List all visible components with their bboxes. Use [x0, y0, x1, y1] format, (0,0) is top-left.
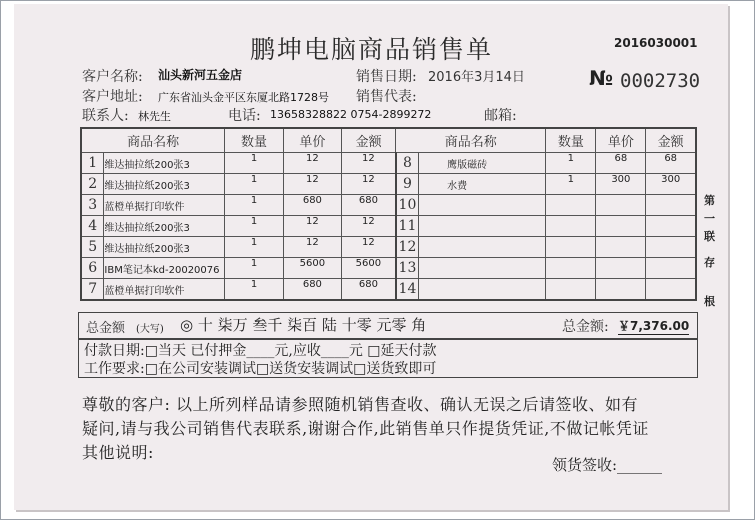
contact-value: 林先生: [138, 110, 171, 123]
notice-line-1: 尊敬的客户: 以上所列样品请参照随机销售查收、确认无误之后请签收、如有: [82, 395, 638, 414]
item-price: 12: [283, 153, 341, 174]
item-name: [419, 237, 546, 258]
customer-name-label: 客户名称:: [82, 69, 143, 85]
col-header-amount-right: 金额: [646, 128, 696, 153]
number-symbol: №: [589, 66, 614, 90]
copy-label-1: 第: [704, 194, 715, 207]
sales-rep-label: 销售代表:: [356, 89, 417, 105]
item-qty: [546, 195, 596, 216]
receipt-number: 0002730: [620, 70, 701, 92]
phone-label: 电话:: [228, 108, 261, 124]
other-notes-label: 其他说明:: [82, 443, 154, 462]
copy-label-2: 一: [704, 212, 715, 225]
item-name: [419, 216, 546, 237]
item-price: 300: [596, 174, 646, 195]
item-qty: 1: [225, 216, 283, 237]
item-name: [419, 258, 546, 279]
col-header-price-left: 单价: [283, 128, 341, 153]
total-uppercase-label: 总金额: [86, 321, 126, 336]
row-number: 11: [396, 216, 419, 237]
row-number: 6: [81, 258, 104, 279]
row-number: 14: [396, 279, 419, 301]
row-number: 10: [396, 195, 419, 216]
row-number: 1: [81, 153, 104, 174]
col-header-qty-left: 数量: [225, 128, 283, 153]
item-amount: [646, 237, 696, 258]
serial-number: 2016030001: [614, 36, 698, 50]
copy-label-4: 存: [704, 256, 715, 269]
item-price: [596, 258, 646, 279]
items-table: [80, 127, 697, 301]
item-qty: 1: [225, 153, 283, 174]
item-price: 12: [283, 216, 341, 237]
item-name: 维达抽拉纸200张3: [104, 216, 225, 237]
sale-date-value: 2016年3月14日: [428, 70, 525, 85]
copy-label-5: 根: [704, 295, 715, 308]
col-header-price-right: 单价: [596, 128, 646, 153]
customer-address-label: 客户地址:: [82, 89, 143, 105]
row-number: 5: [81, 237, 104, 258]
sale-date-label: 销售日期:: [356, 69, 417, 85]
row-number: 8: [396, 153, 419, 174]
item-name: 蓝橙单据打印软件: [104, 195, 225, 216]
table-row: [81, 195, 696, 216]
item-qty: [546, 216, 596, 237]
customer-address-value: 广东省汕头金平区东厦北路1728号: [158, 91, 329, 104]
total-uppercase-hint: (大写): [136, 324, 164, 335]
item-price: 68: [596, 153, 646, 174]
col-header-name-right: 商品名称: [396, 128, 546, 153]
item-amount: [646, 216, 696, 237]
item-qty: 1: [225, 258, 283, 279]
row-number: 9: [396, 174, 419, 195]
total-value: ￥7,376.00: [618, 319, 690, 333]
item-name: 水费: [419, 174, 546, 195]
table-row: [81, 153, 696, 174]
item-qty: 1: [225, 174, 283, 195]
item-amount: 12: [342, 216, 396, 237]
item-name: 维达抽拉纸200张3: [104, 174, 225, 195]
table-row: [81, 279, 696, 301]
row-number: 7: [81, 279, 104, 301]
item-qty: 1: [546, 174, 596, 195]
row-number: 4: [81, 216, 104, 237]
item-qty: 1: [546, 153, 596, 174]
payment-line: 付款日期:□当天 已付押金____元,应收____元 □延天付款: [84, 343, 437, 359]
table-row: [81, 216, 696, 237]
email-label: 邮箱:: [484, 108, 517, 124]
item-qty: [546, 258, 596, 279]
col-header-qty-right: 数量: [546, 128, 596, 153]
item-name: [419, 195, 546, 216]
table-header-row: [81, 128, 696, 153]
table-row: [81, 174, 696, 195]
copy-label-3: 联: [704, 230, 715, 243]
item-amount: 12: [342, 174, 396, 195]
item-amount: 12: [342, 237, 396, 258]
item-name: [419, 279, 546, 301]
col-header-name-left: 商品名称: [81, 128, 225, 153]
total-uppercase-value: ◎ 十 柒万 叁千 柒百 陆 十零 元零 角: [180, 316, 427, 334]
customer-name-value: 汕头新河五金店: [158, 68, 243, 82]
col-header-amount-left: 金额: [342, 128, 396, 153]
item-qty: [546, 279, 596, 301]
item-name: 鹰版磁砖: [419, 153, 546, 174]
item-price: 680: [283, 195, 341, 216]
item-name: 蓝橙单据打印软件: [104, 279, 225, 301]
row-number: 2: [81, 174, 104, 195]
item-amount: 680: [342, 279, 396, 301]
work-requirement-line: 工作要求:□在公司安装调试□送货安装调试□送货致即可: [84, 361, 437, 377]
item-price: 12: [283, 174, 341, 195]
item-price: [596, 216, 646, 237]
item-amount: 680: [342, 195, 396, 216]
item-qty: 1: [225, 195, 283, 216]
item-price: 5600: [283, 258, 341, 279]
item-price: 12: [283, 237, 341, 258]
notice-line-2: 疑问,请与我公司销售代表联系,谢谢合作,此销售单只作提货凭证,不做记帐凭证: [82, 419, 649, 438]
row-number: 12: [396, 237, 419, 258]
item-amount: [646, 195, 696, 216]
item-qty: 1: [225, 237, 283, 258]
item-price: [596, 195, 646, 216]
contact-label: 联系人:: [82, 108, 129, 124]
total-label: 总金额:: [562, 319, 609, 335]
receipt-title: 鹏坤电脑商品销售单: [250, 35, 494, 64]
signature-label: 领货签收:______: [552, 456, 663, 474]
item-qty: [546, 237, 596, 258]
item-name: 维达抽拉纸200张3: [104, 153, 225, 174]
phone-value: 13658328822 0754-2899272: [270, 108, 432, 121]
item-price: [596, 279, 646, 301]
row-number: 13: [396, 258, 419, 279]
table-row: [81, 237, 696, 258]
row-number: 3: [81, 195, 104, 216]
item-amount: 68: [646, 153, 696, 174]
item-amount: 12: [342, 153, 396, 174]
item-name: IBM笔记本kd-20020076: [104, 258, 225, 279]
item-price: 680: [283, 279, 341, 301]
item-price: [596, 237, 646, 258]
item-name: 维达抽拉纸200张3: [104, 237, 225, 258]
item-amount: [646, 258, 696, 279]
item-amount: [646, 279, 696, 301]
item-amount: 5600: [342, 258, 396, 279]
table-row: [81, 258, 696, 279]
item-amount: 300: [646, 174, 696, 195]
item-qty: 1: [225, 279, 283, 301]
